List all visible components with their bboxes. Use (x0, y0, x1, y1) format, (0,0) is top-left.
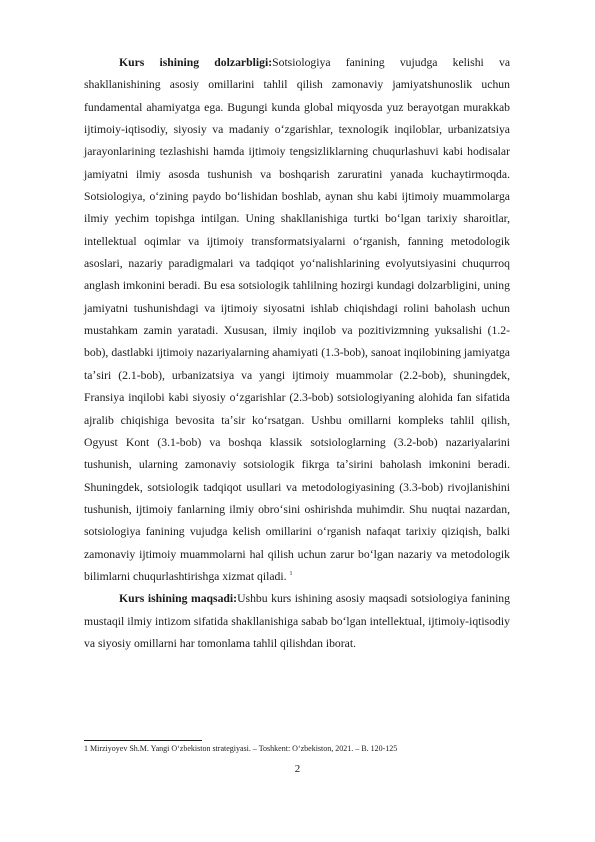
goal-heading: Kurs ishining maqsadi: (119, 592, 238, 606)
footnote: 1 Mirziyoyev Sh.M. Yangi Oʻzbekiston strategiyasi. – Toshkent: Oʻzbekiston, 2021. – B. 120-125 (84, 744, 398, 753)
relevance-text: Sotsiologiya fanining vujudga kelishi va shakllanishining asosiy omillarini tahlil qilish zamonaviy jamiyatshunoslik uchun fundamental ahamiyatga ega. Bugungi kunda global miqyosda yuz berayotgan murakkab ijtimoiy-iqtisodiy, siyosiy va madaniy oʻzgarishlar, texnologik inqiloblar, urbanizatsiya jarayonlarining tezlashishi hamda ijtimoiy tengsizliklarning chuqurlashuvi kabi hodisalar jamiyatni ilmiy asosda tushunish va boshqarish zaruratini yanada kuchaytirmoqda. Sotsiologiya, oʻzining paydo boʻlishidan boshlab, aynan shu kabi ijtimoiy muammolarga ilmiy yechim topishga intilgan. Uning shakllanishiga turtki boʻlgan tarixiy sharoitlar, intellektual oqimlar va ijtimoiy transformatsiyalarni oʻrganish, fanning metodologik asoslari, nazariy paradigmalari va tadqiqot yoʻnalishlarining evolyutsiyasini chuqurroq anglash imkonini beradi. Bu esa sotsiologik tahlilning hozirgi kundagi dolzarbligini, uning jamiyatni tushunishdagi va ijtimoiy siyosatni ishlab chiqishdagi rolini baholash uchun mustahkam zamin yaratadi. Xususan, ilmiy inqilob va pozitivizmning yuksalishi (1.2-bob), dastlabki ijtimoiy nazariyalarning ahamiyati (1.3-bob), sanoat inqilobining jamiyatga taʼsiri (2.1-bob), urbanizatsiya va yangi ijtimoiy muammolar (2.2-bob), shuningdek, Fransiya inqilobi kabi siyosiy oʻzgarishlar (2.3-bob) sotsiologiyaning alohida fan sifatida ajralib chiqishiga bevosita taʼsir koʻrsatgan. Ushbu omillarni kompleks tahlil qilish, Ogyust Kont (3.1-bob) va boshqa klassik sotsiologlarning (3.2-bob) nazariyalarini tushunish, ularning zamonaviy sotsiologik fikrga taʼsirini baholash imkonini beradi. Shuningdek, sotsiologik tadqiqot usullari va metodologiyasining (3.3-bob) rivojlanishini tushunish, ijtimoiy fanlarning ilmiy obroʻsini oshirishda muhimdir. Shu nuqtai nazardan, sotsiologiya fanining vujudga kelish omillarini oʻrganish nafaqat tarixiy qiziqish, balki zamonaviy ijtimoiy muammolarni hal qilish uchun zarur boʻlgan nazariy va metodologik bilimlarni chuqurlashtirishga xizmat qiladi. (84, 56, 511, 583)
main-text (84, 52, 510, 655)
footnote-reference[interactable]: 1 (289, 571, 293, 578)
page-number: 2 (294, 763, 301, 775)
footnote-separator (84, 740, 202, 741)
paragraph-relevance (84, 52, 510, 588)
goal-text: Ushbu kurs ishining asosiy maqsadi sotsiologiya fanining mustaqil ilmiy intizom sifatida shakllanishiga sabab boʻlgan intellektual, ijtimoiy-iqtisodiy va siyosiy omillarni har tomonlama tahlil qilishdan iborat. (84, 592, 510, 650)
relevance-heading: Kurs ishining dolzarbligi: (119, 56, 273, 69)
paragraph-goal (84, 588, 510, 655)
